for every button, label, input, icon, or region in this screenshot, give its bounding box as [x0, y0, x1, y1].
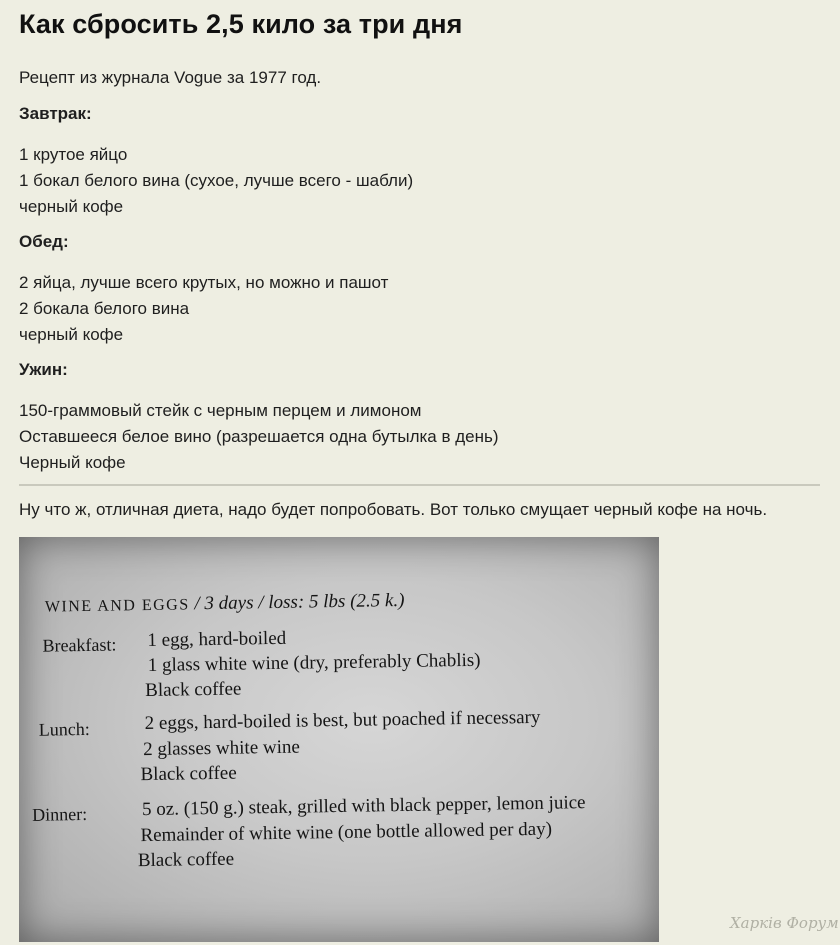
- photo-header-caps: WINE AND EGGS: [44, 596, 190, 616]
- forum-post: [19, 0, 824, 476]
- photo-lunch-label: Lunch:: [38, 718, 90, 740]
- list-item: Оставшееся белое вино (разрешается одна бутылка в день): [19, 427, 499, 446]
- list-item: 1 крутое яйцо: [19, 145, 128, 164]
- photo-line: 2 glasses white wine: [142, 736, 301, 761]
- list-item: 150-граммовый стейк с черным перцем и лимоном: [19, 401, 422, 420]
- photo-header-rest: / 3 days / loss: 5 lbs (2.5 k.): [189, 589, 405, 615]
- lunch-heading: Обед:: [19, 232, 69, 251]
- list-item: 2 яйца, лучше всего крутых, но можно и пашот: [19, 273, 389, 292]
- photo-line: Black coffee: [137, 848, 235, 872]
- photo-line: 5 oz. (150 g.) steak, grilled with black pepper, lemon juice: [141, 792, 586, 821]
- photo-dinner-label: Dinner:: [31, 803, 88, 825]
- photo-line: 2 eggs, hard-boiled is best, but poached if necessary: [144, 706, 541, 735]
- photo-breakfast-label: Breakfast:: [42, 634, 117, 656]
- book-page-photo[interactable]: [19, 537, 659, 942]
- photo-line: Black coffee: [140, 762, 237, 786]
- lunch-list: [19, 270, 824, 348]
- post-intro: Рецепт из журнала Vogue за 1977 год.: [19, 68, 322, 87]
- book-page-text: [19, 537, 659, 942]
- list-item: 2 бокала белого вина: [19, 299, 190, 318]
- photo-line: Black coffee: [145, 678, 242, 702]
- photo-line: Remainder of white wine (one bottle allowed per day): [140, 818, 553, 847]
- list-item: 1 бокал белого вина (сухое, лучше всего - шабли): [19, 171, 414, 190]
- forum-watermark: Харків Форум: [730, 914, 839, 932]
- post-comment: Ну что ж, отличная диета, надо будет попробовать. Вот только смущает черный кофе на ночь.: [19, 500, 768, 519]
- photo-line: 1 glass white wine (dry, preferably Chablis): [147, 649, 481, 676]
- post-title: Как сбросить 2,5 кило за три дня: [19, 9, 463, 39]
- breakfast-heading: Завтрак:: [19, 104, 92, 123]
- photo-header: [45, 590, 405, 618]
- list-item: Черный кофе: [19, 453, 126, 472]
- dinner-heading: Ужин:: [19, 360, 68, 379]
- list-item: черный кофе: [19, 325, 124, 344]
- dinner-list: [19, 398, 824, 476]
- photo-line: 1 egg, hard-boiled: [147, 627, 287, 651]
- post-divider: [19, 484, 820, 486]
- breakfast-list: [19, 142, 824, 220]
- list-item: черный кофе: [19, 197, 124, 216]
